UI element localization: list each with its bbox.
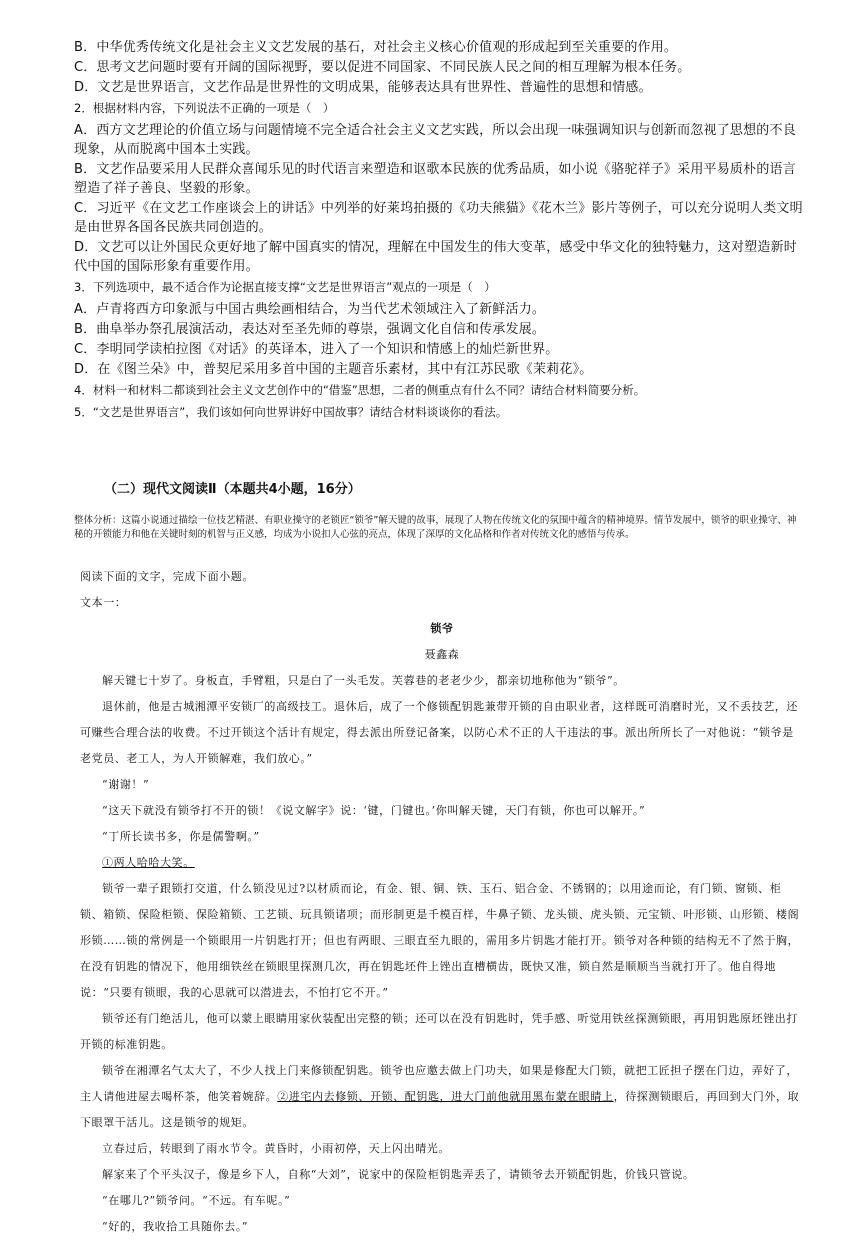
- q3-option-d: D．在《图兰朵》中，普契尼采用多首中国的主题音乐素材，其中有江苏民歌《茉莉花》。: [74, 362, 593, 377]
- question-3: 3．下列选项中，最不适合作为论据直接支撑“文艺是世界语言”观点的一项是（ ）: [74, 280, 496, 294]
- question-2: 2．根据材料内容，下列说法不正确的一项是（ ）: [74, 101, 335, 115]
- paragraph: “丁所长读书多，你是儒警啊。”: [102, 830, 260, 843]
- q1-option-c: C．思考文艺问题时要有开阔的国际视野，要以促进不同国家、不同民族人民之间的相互理解为根本任务。: [74, 60, 691, 75]
- underlined-sentence-2: ②进宅内去修锁、开锁、配钥匙，进大门前他就用黑布蒙在眼睛上: [277, 1090, 614, 1103]
- paragraph: 解天键七十岁了。身板直，手臂粗，只是白了一头毛发。芙蓉巷的老老少少，都亲切地称他为“锁爷”。: [102, 674, 625, 687]
- paragraph-text: ，待探测锁眼后，再回到大门外，取下眼罩干活儿。这是锁爷的规矩。: [80, 1090, 800, 1129]
- paragraph-underlined: [80, 850, 804, 876]
- q2-option-a: A．西方文艺理论的价值立场与问题情境不完全适合社会主义文艺实践，所以会出现一味强调知识与创新而忽视了思想的不良现象，从而脱离中国本土实践。: [74, 123, 796, 157]
- section-title: （二）现代文阅读Ⅱ（本题共4小题，16分）: [104, 482, 361, 497]
- paragraph: “在哪儿?”锁爷问。“不远。有车呢。”: [102, 1194, 291, 1207]
- story-author: 聂鑫森: [424, 648, 460, 661]
- question-block: [74, 38, 804, 425]
- paragraph: 锁爷还有门绝活儿，他可以蒙上眼睛用家伙装配出完整的锁；还可以在没有钥匙时，凭手感、听觉用铁丝探测锁眼，再用钥匙原坯锉出打开锁的标准钥匙。: [80, 1012, 798, 1051]
- paragraph: 锁爷一辈子跟锁打交道，什么锁没见过?以材质而论，有金、银、铜、铁、玉石、铝合金、不锈钢的；以用途而论，有门锁、窗锁、柜锁、箱锁、保险柜锁、保险箱锁、工艺锁、玩具锁诸项；而形制更是千模百样，牛鼻子锁、龙头锁、虎头锁、元宝锁、叶形锁、山形锁、楼阁形锁……锁的常例是一个锁眼用一片钥匙打开；但也有两眼、三眼直至九眼的，需用多片钥匙才能打开。锁爷对各种锁的结构无不了然于胸，在没有钥匙的情况下，他用细铁丝在锁眼里探测几次，再在钥匙坯件上锉出直槽横齿，既快又准，锁自然是顺顺当当就打开了。他自得地说：“只要有锁眼，我的心思就可以潜进去，不怕打它不开。”: [80, 882, 800, 999]
- question-5: 5．“文艺是世界语言”，我们该如何向世界讲好中国故事？请结合材料谈谈你的看法。: [74, 405, 508, 419]
- paragraph: “这天下就没有锁爷打不开的锁！《说文解字》说：‘键，门键也。’你叫解天键，天门有锁，你也可以解开。”: [102, 804, 646, 817]
- q2-option-c: C．习近平《在文艺工作座谈会上的讲话》中列举的好莱坞拍摄的《功夫熊猫》《花木兰》影片等例子，可以充分说明人类文明是由世界各国各民族共同创造的。: [74, 201, 803, 235]
- q2-option-d: D．文艺可以让外国民众更好地了解中国真实的情况，理解在中国发生的伟大变革，感受中华文化的独特魅力，这对塑造新时代中国的国际形象有重要作用。: [74, 240, 798, 274]
- q3-option-b: B．曲阜举办祭孔展演活动，表达对至圣先师的尊崇，强调文化自信和传承发展。: [74, 322, 546, 337]
- q3-option-c: C．李明同学读柏拉图《对话》的英译本，进入了一个知识和情感上的灿烂新世界。: [74, 342, 559, 357]
- text-label: 文本一：: [80, 596, 127, 609]
- q3-option-a: A．卢青将西方印象派与中国古典绘画相结合，为当代艺术领域注入了新鲜活力。: [74, 302, 546, 317]
- paragraph: “谢谢！”: [102, 778, 150, 791]
- reading-passage: [80, 564, 804, 1240]
- paragraph: 立春过后，转眼到了雨水节令。黄昏时，小雨初停，天上闪出晴光。: [102, 1142, 450, 1155]
- story-title: 锁爷: [430, 622, 454, 635]
- q2-option-b: B．文艺作品要采用人民群众喜闻乐见的时代语言来塑造和讴歌本民族的优秀品质，如小说《骆驼祥子》采用平易质朴的语言塑造了祥子善良、坚毅的形象。: [74, 162, 796, 196]
- paragraph: 解家来了个平头汉子，像是乡下人，自称“大刘”，说家中的保险柜钥匙弄丢了，请锁爷去开锁配钥匙，价钱只管说。: [102, 1168, 695, 1181]
- paragraph: “好的，我收拾工具随你去。”: [102, 1220, 249, 1233]
- reading-instruction: 阅读下面的文字，完成下面小题。: [80, 570, 254, 583]
- paragraph: 退休前，他是古城湘潭平安锁厂的高级技工。退休后，成了一个修锁配钥匙兼带开锁的自由职业者，这样既可消磨时光，又不丢技艺，还可赚些合理合法的收费。不过开锁这个活计有规定，得去派出所登记备案，以防心术不正的人干违法的事。派出所所长了一对他说：“锁爷是老党员、老工人，为人开锁解难，我们放心。”: [80, 700, 798, 765]
- underlined-sentence-1: ①两人哈哈大笑。: [102, 856, 195, 869]
- paragraph: [80, 1058, 804, 1136]
- q1-option-b: B．中华优秀传统文化是社会主义文艺发展的基石，对社会主义核心价值观的形成起到至关重要的作用。: [74, 40, 678, 55]
- overall-analysis: 整体分析：这篇小说通过描绘一位技艺精湛、有职业操守的老锁匠“锁爷”解天键的故事，展现了人物在传统文化的氛围中蕴含的精神境界。情节发展中，锁爷的职业操守、神秘的开锁能力和他在关键时刻的机智与正义感，均成为小说扣人心弦的亮点，体现了深厚的文化品格和作者对传统文化的感悟与传承。: [74, 515, 797, 540]
- question-4: 4．材料一和材料二都谈到社会主义文艺创作中的“借鉴”思想，二者的侧重点有什么不同？请结合材料简要分析。: [74, 383, 646, 397]
- q1-option-d: D．文艺是世界语言，文艺作品是世界性的文明成果，能够表达具有世界性、普遍性的思想和情感。: [74, 80, 652, 95]
- paragraph-text: 锁爷在湘潭名气太大了，不少人找上门来修锁配钥匙。锁爷也应邀去做上门功夫，如果是修配大门锁，就把工匠担子摆在门边，弄好了，主人请他进屋去喝杯茶，他笑着婉辞。: [80, 1064, 798, 1103]
